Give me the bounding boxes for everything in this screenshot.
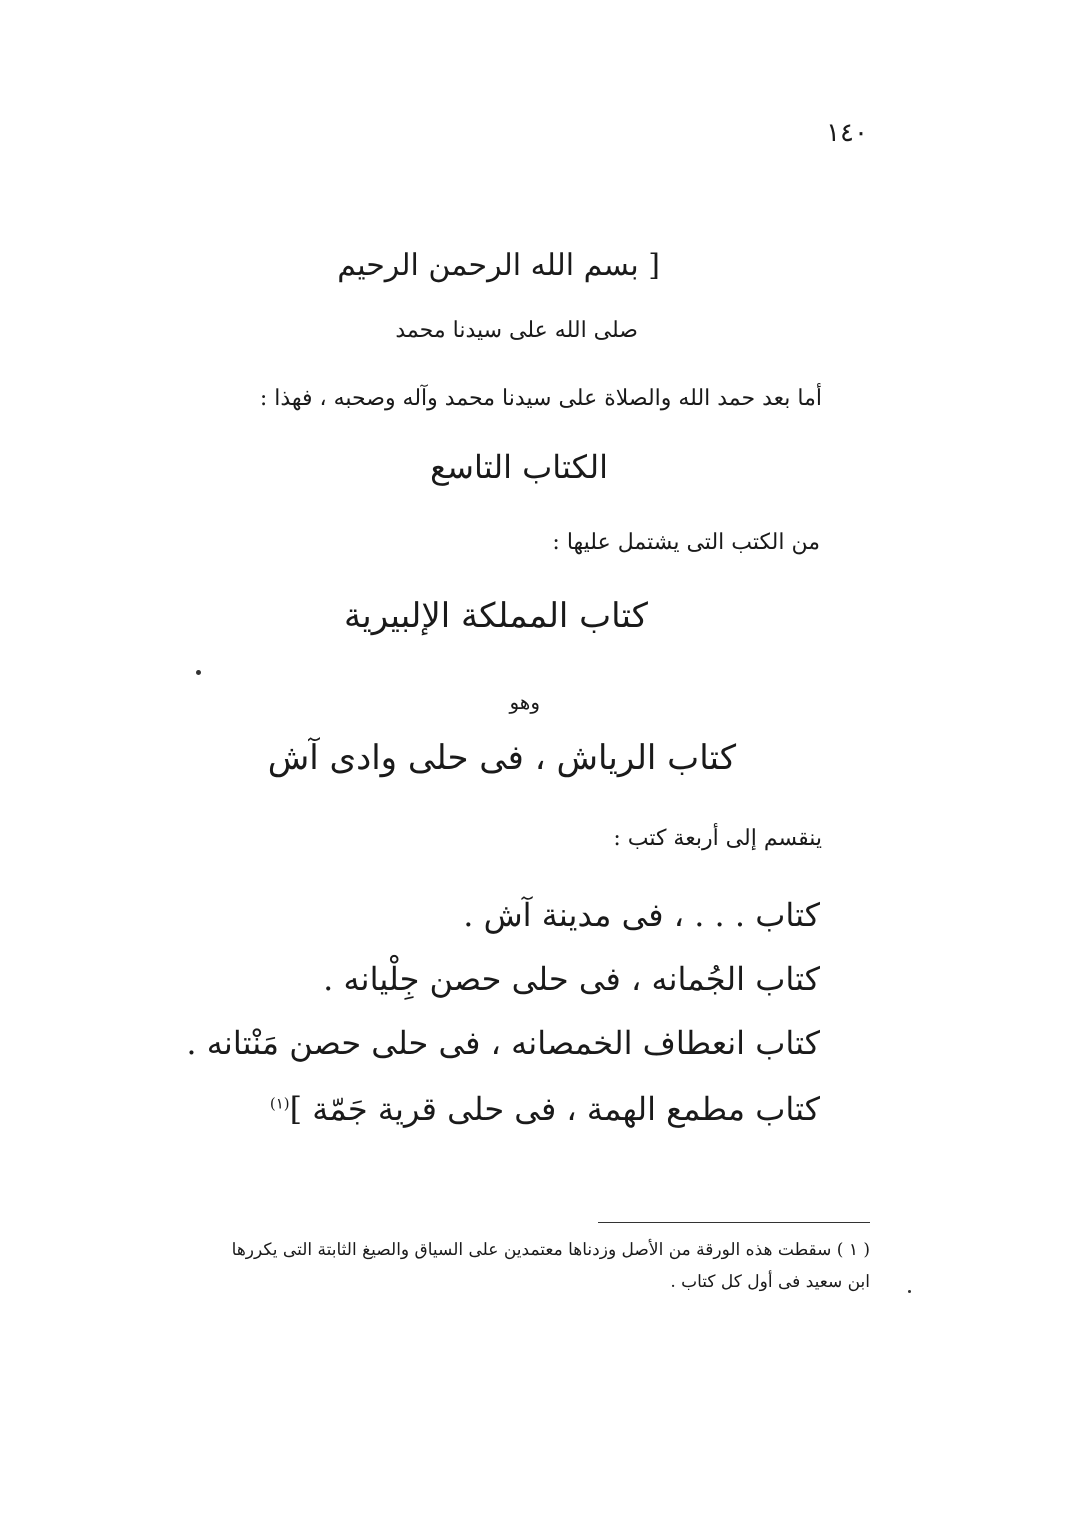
footnote-line-2: ابن سعيد فى أول كل كتاب . <box>670 1272 870 1292</box>
book-title: الكتاب التاسع <box>430 448 608 486</box>
sub-book-text: كتاب مطمع الهمة ، فى حلى قرية جَمّة ] <box>289 1090 820 1128</box>
footnote-line-1: ( ١ ) سقطت هذه الورقة من الأصل وزدناها معتمدين على السياق والصيغ الثابتة التى يكررها <box>231 1240 870 1260</box>
salawat-line: صلى الله على سيدنا محمد <box>395 318 638 343</box>
scan-speck <box>196 670 201 675</box>
sub-book-item: كتاب . . . ، فى مدينة آش . <box>463 896 820 934</box>
basmala-heading: [ بسم الله الرحمن الرحيم <box>337 248 660 283</box>
riyash-book-title: كتاب الرياش ، فى حلى وادى آش <box>267 738 736 778</box>
footnote-reference: (١) <box>269 1094 290 1113</box>
connector-word: وهو <box>509 690 540 714</box>
sub-book-item-last <box>270 1090 820 1128</box>
sub-book-item: كتاب انعطاف الخمصانه ، فى حلى حصن مَنْتانه . <box>186 1024 820 1062</box>
intro-paragraph: أما بعد حمد الله والصلاة على سيدنا محمد وآله وصحبه ، فهذا : <box>259 386 822 411</box>
sub-book-item: كتاب الجُمانه ، فى حلى حصن جِلْيانه . <box>323 960 820 998</box>
page-number: ١٤٠ <box>826 118 868 148</box>
scan-speck <box>908 1290 911 1293</box>
from-books-line: من الكتب التى يشتمل عليها : <box>552 530 820 555</box>
footnote-divider <box>598 1222 870 1223</box>
kingdom-book-title: كتاب المملكة الإلبيرية <box>344 596 648 636</box>
divided-line: ينقسم إلى أربعة كتب : <box>613 826 822 851</box>
